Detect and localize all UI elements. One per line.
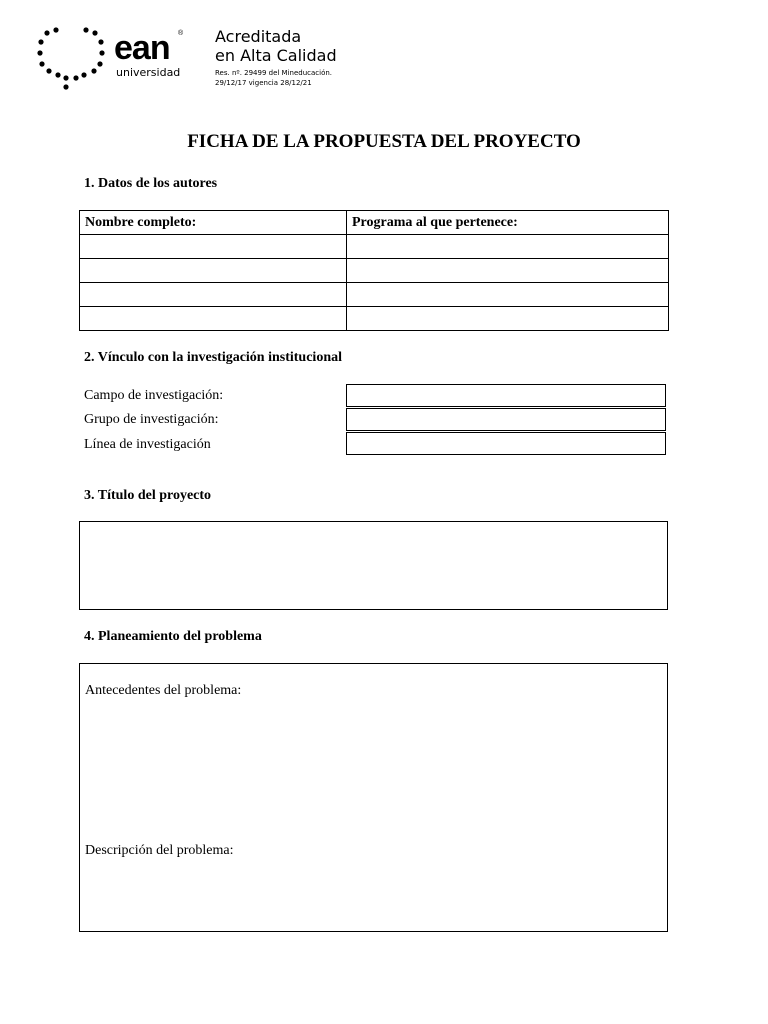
ean-logo-dots-icon [36, 26, 108, 92]
accreditation-resolution: Res. nº. 29499 del Mineducación. [215, 69, 333, 77]
research-group-label: Grupo de investigación: [84, 412, 219, 427]
author-program-cell[interactable] [347, 283, 669, 307]
research-field-label: Campo de investigación: [84, 388, 224, 403]
column-header-program: Programa al que pertenece: [347, 211, 669, 235]
research-group-input[interactable] [346, 408, 666, 431]
document-title: FICHA DE LA PROPUESTA DEL PROYECTO [187, 131, 581, 152]
table-row [80, 307, 669, 331]
authors-table [79, 210, 669, 331]
research-line-input[interactable] [346, 432, 666, 455]
table-header-row [80, 211, 669, 235]
author-program-cell[interactable] [347, 307, 669, 331]
accreditation-validity: 29/12/17 vigencia 28/12/21 [215, 79, 312, 87]
column-header-name: Nombre completo: [80, 211, 347, 235]
author-name-cell[interactable] [80, 235, 347, 259]
table-row [80, 259, 669, 283]
problem-description-label: Descripción del problema: [85, 843, 234, 858]
problem-background-label: Antecedentes del problema: [85, 683, 242, 698]
accreditation-line-1: Acreditada [215, 27, 302, 46]
table-row [80, 235, 669, 259]
accreditation-line-2: en Alta Calidad [215, 46, 337, 65]
section-1-heading: 1. Datos de los autores [84, 176, 218, 191]
registered-mark: ® [178, 30, 184, 37]
research-line-label: Línea de investigación [84, 437, 211, 452]
section-2-heading: 2. Vínculo con la investigación institucional [84, 350, 342, 365]
table-row [80, 283, 669, 307]
ean-logo-wordmark: ean ® [114, 29, 184, 67]
author-name-cell[interactable] [80, 307, 347, 331]
author-program-cell[interactable] [347, 235, 669, 259]
section-3-heading: 3. Título del proyecto [84, 488, 212, 503]
project-title-box[interactable] [79, 521, 668, 610]
logo-subtitle: universidad [116, 66, 181, 79]
section-4-heading: 4. Planeamiento del problema [84, 629, 262, 644]
author-name-cell[interactable] [80, 283, 347, 307]
research-field-input[interactable] [346, 384, 666, 407]
author-name-cell[interactable] [80, 259, 347, 283]
problem-statement-box[interactable] [79, 663, 668, 932]
author-program-cell[interactable] [347, 259, 669, 283]
